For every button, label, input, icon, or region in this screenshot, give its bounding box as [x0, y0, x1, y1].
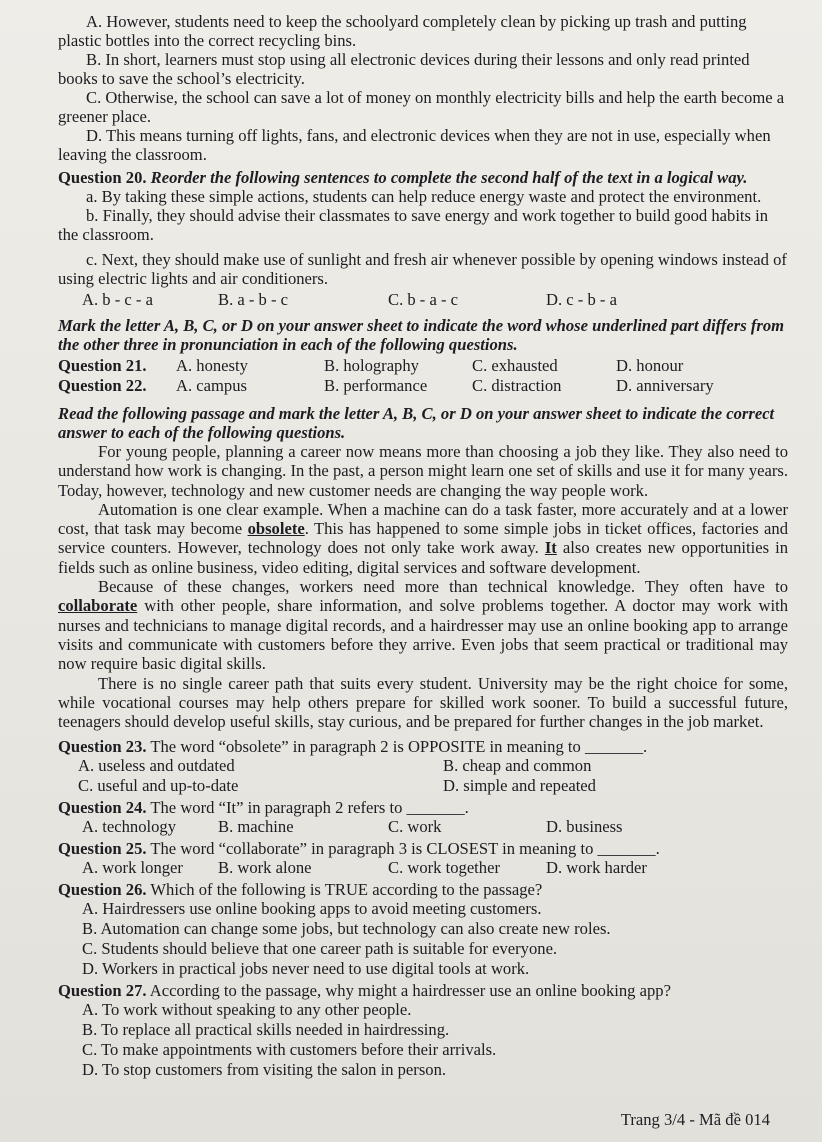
pronunciation-instruction: Mark the letter A, B, C, or D on your answer sheet to indicate the word whose underlined part differs from the other three in pronunciation in each of the following questions. [58, 316, 785, 354]
q25-label: Question 25. [58, 839, 147, 859]
q21-option-b: B. holography [324, 356, 419, 375]
question-24 [58, 798, 788, 837]
passage-paragraph-1: For young people, planning a career now means more than choosing a job they like. They also need to understand how work is changing. In the past, a person might learn one set of skills and use it for many years. Today, however, technology and new customer needs are changing the way people work. [58, 442, 788, 500]
q25-option-a: A. work longer [82, 858, 183, 878]
q25-option-c: C. work together [388, 858, 500, 878]
p2-underlined-obsolete: obsolete [247, 519, 305, 539]
q26-option-c: C. Students should believe that one career path is suitable for everyone. [82, 939, 558, 959]
p3-text-b: with other people, share information, and solve problems together. A doctor may work with nurses and technicians to manage digital records, and a hairdresser may use an online booking app to arrange visits and communicate with customers before they arrive. Even jobs that seem practical or traditional may now require basic digital skills. [58, 596, 788, 674]
q25-stem: The word “collaborate” in paragraph 3 is CLOSEST in meaning to _______. [150, 839, 660, 859]
q22-option-d: D. anniversary [616, 376, 714, 395]
question-21 [58, 356, 788, 376]
p3-text-a: Because of these changes, workers need more than technical knowledge. They often have to [98, 577, 788, 597]
q24-option-a: A. technology [82, 817, 177, 837]
q23-option-b: B. cheap and common [443, 756, 592, 776]
q24-option-b: B. machine [218, 817, 294, 837]
passage-paragraph-2 [58, 500, 788, 577]
q19-option-a: A. However, students need to keep the schoolyard completely clean by picking up trash and putting plastic bottles into the correct recycling bins. [58, 12, 747, 50]
passage-paragraph-4: There is no single career path that suits every student. University may be the right choice for some, while vocational courses may help others prepare for skilled work sooner. To build a successful future, teenagers should develop useful skills, stay curious, and be prepared for further changes in the job market. [58, 673, 788, 732]
q23-option-a: A. useless and outdated [78, 756, 235, 776]
q26-stem: Which of the following is TRUE according to the passage? [150, 880, 543, 900]
reading-instruction: Read the following passage and mark the letter A, B, C, or D on your answer sheet to indicate the correct answer to each of the following questions. [58, 404, 775, 442]
p2-underlined-it: It [544, 538, 557, 558]
q21-option-a: A. honesty [176, 356, 248, 375]
q20-option-b: B. a - b - c [218, 290, 289, 309]
q26-label: Question 26. [58, 880, 147, 900]
q22-option-c: C. distraction [472, 376, 562, 395]
q19-option-b: B. In short, learners must stop using all electronic devices during their lessons and only read printed books to save the school’s electricity. [58, 50, 750, 88]
q25-option-b: B. work alone [218, 858, 312, 878]
passage-paragraph-3 [58, 577, 788, 673]
q21-option-c: C. exhausted [472, 356, 558, 375]
q19-option-d: D. This means turning off lights, fans, and electronic devices when they are not in use, especially when leaving the classroom. [58, 126, 771, 164]
q24-label: Question 24. [58, 798, 147, 818]
q20-instruction: Reorder the following sentences to complete the second half of the text in a logical way. [150, 168, 748, 187]
q26-option-a: A. Hairdressers use online booking apps to avoid meeting customers. [82, 899, 542, 919]
q20-sentence-c: c. Next, they should make use of sunlight and fresh air whenever possible by opening windows instead of using electric lights and air conditioners. [58, 250, 787, 288]
q20-sentence-b: b. Finally, they should advise their classmates to save energy and work together to build good habits in the classroom. [58, 206, 769, 244]
q27-option-c: C. To make appointments with customers before their arrivals. [82, 1040, 497, 1060]
q20-label: Question 20. [58, 168, 147, 187]
q27-option-b: B. To replace all practical skills needed in hairdressing. [82, 1020, 450, 1040]
q24-stem: The word “It” in paragraph 2 refers to _______. [150, 798, 469, 818]
q27-label: Question 27. [58, 981, 147, 1001]
q20-option-a: A. b - c - a [82, 290, 153, 309]
q27-stem: According to the passage, why might a hairdresser use an online booking app? [149, 981, 671, 1001]
question-25 [58, 839, 788, 878]
q23-label: Question 23. [58, 737, 147, 757]
q22-label: Question 22. [58, 376, 147, 395]
q24-option-c: C. work [388, 817, 442, 837]
q20-sentence-a: a. By taking these simple actions, students can help reduce energy waste and protect the environment. [86, 187, 762, 206]
question-20 [58, 168, 788, 310]
p2-text-a: Automation is one clear example. When a machine can do a task faster, more accurately and at a lower cost, that task may become [58, 499, 788, 539]
q24-option-d: D. business [546, 817, 623, 837]
q19-option-c: C. Otherwise, the school can save a lot of money on monthly electricity bills and help the earth become a greener place. [58, 88, 785, 126]
q27-option-a: A. To work without speaking to any other people. [82, 1000, 412, 1020]
p2-text-b: . This has happened to some simple jobs in ticket offices, factories and service counters. However, technology does not only take work away. [58, 519, 789, 558]
q20-option-c: C. b - a - c [388, 290, 459, 309]
q26-option-d: D. Workers in practical jobs never need to use digital tools at work. [82, 959, 530, 979]
q21-label: Question 21. [58, 356, 147, 375]
q23-option-c: C. useful and up-to-date [78, 776, 239, 796]
q22-option-b: B. performance [324, 376, 428, 395]
q21-option-d: D. honour [616, 356, 684, 375]
question-26 [58, 880, 788, 979]
question-23 [58, 737, 788, 796]
p3-underlined-collaborate: collaborate [58, 596, 138, 616]
q25-option-d: D. work harder [546, 858, 647, 878]
q23-stem: The word “obsolete” in paragraph 2 is OPPOSITE in meaning to _______. [150, 737, 648, 757]
q23-option-d: D. simple and repeated [443, 776, 596, 796]
q26-option-b: B. Automation can change some jobs, but technology can also create new roles. [82, 919, 611, 939]
question-22 [58, 376, 788, 396]
q20-option-d: D. c - b - a [546, 290, 617, 309]
question-27 [58, 981, 788, 1080]
reading-section [58, 404, 788, 731]
pronunciation-section [58, 316, 788, 396]
q22-option-a: A. campus [176, 376, 247, 395]
p2-text-c: also creates new opportunities in fields such as online business, video editing, digital services and software development. [58, 538, 788, 577]
question-19-options [58, 12, 788, 164]
page-footer: Trang 3/4 - Mã đề 014 [620, 1110, 770, 1129]
q27-option-d: D. To stop customers from visiting the salon in person. [82, 1060, 447, 1080]
